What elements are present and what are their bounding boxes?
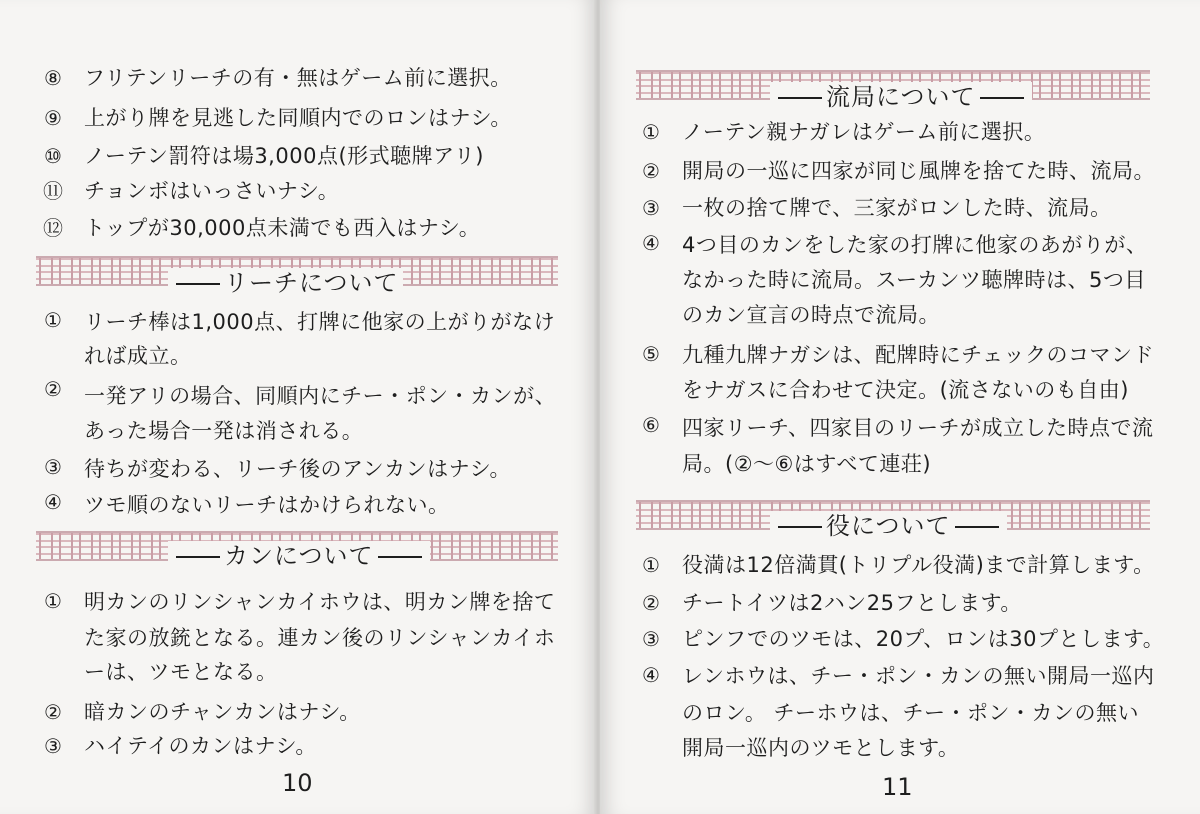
rule-line: なかった時に流局。スーカンツ聴牌時は、5つ目 [682, 268, 1146, 292]
item-number: ⑨ [44, 106, 62, 130]
rule-item: トップが30,000点未満でも西入はナシ。 [84, 216, 481, 240]
rule-line: のロン。 チーホウは、チー・ポン・カンの無い [682, 701, 1139, 725]
heading-text: 役について [826, 512, 951, 540]
item-number: ③ [642, 196, 660, 220]
rule-line: 局。(②〜⑥はすべて連荘) [682, 452, 932, 476]
item-number: ② [44, 700, 62, 724]
rule-line: ノーテン親ナガレはゲーム前に選択。 [682, 120, 1046, 144]
rule-line: あった場合一発は消される。 [84, 419, 364, 443]
rule-line: た家の放銃となる。連カン後のリンシャンカイホ [84, 626, 556, 650]
rule-line: 一枚の捨て牌で、三家がロンした時、流局。 [682, 196, 1112, 220]
rule-line: リーチ棒は1,000点、打牌に他家の上がりがなけ [84, 310, 556, 334]
rule-line: 4つ目のカンをした家の打牌に他家のあがりが、 [682, 233, 1148, 257]
rule-line: 九種九牌ナガシは、配牌時にチェックのコマンド [682, 343, 1154, 367]
item-number: ⑤ [642, 342, 660, 366]
rule-line: ーは、ツモとなる。 [84, 660, 278, 684]
rule-line: 待ちが変わる、リーチ後のアンカンはナシ。 [84, 457, 512, 481]
rule-line: レンホウは、チー・ポン・カンの無い開局一巡内 [682, 664, 1155, 688]
item-number: ④ [642, 231, 660, 255]
rule-line: れば成立。 [84, 344, 192, 368]
right-page [600, 0, 1200, 814]
item-number: ③ [44, 455, 62, 479]
page-number: 10 [282, 769, 313, 797]
item-number: ② [642, 591, 660, 615]
rule-line: ハイテイのカンはナシ。 [84, 734, 317, 758]
heading-text: リーチについて [224, 269, 399, 297]
rule-line: 開局の一巡に四家が同じ風牌を捨てた時、流局。 [682, 159, 1155, 183]
item-number: ① [642, 553, 660, 577]
heading-text: カンについて [224, 542, 374, 570]
item-number: ④ [44, 490, 62, 514]
item-number: ⑥ [642, 413, 660, 437]
rule-line: ツモ順のないリーチはかけられない。 [84, 493, 450, 517]
item-number: ② [44, 377, 62, 401]
left-page [0, 0, 596, 814]
rule-item: ノーテン罰符は場3,000点(形式聴牌アリ) [84, 144, 484, 168]
item-number: ③ [642, 627, 660, 651]
page-number: 11 [882, 773, 913, 801]
item-number: ③ [44, 734, 62, 758]
rule-line: のカン宣言の時点で流局。 [682, 303, 940, 327]
rule-item: フリテンリーチの有・無はゲーム前に選択。 [84, 66, 512, 90]
section-heading [770, 511, 1007, 541]
item-number: ① [44, 589, 62, 613]
item-number: ⑩ [44, 144, 62, 168]
item-number: ⑪ [43, 179, 63, 203]
rule-line: 四家リーチ、四家目のリーチが成立した時点で流 [682, 416, 1154, 440]
rule-line: 暗カンのチャンカンはナシ。 [84, 700, 361, 724]
item-number: ① [44, 308, 62, 332]
heading-text: 流局について [826, 83, 976, 111]
rule-item: 上がり牌を見逃した同順内でのロンはナシ。 [84, 106, 512, 130]
section-heading [168, 541, 430, 571]
section-heading [168, 268, 403, 298]
rule-line: 一発アリの場合、同順内にチー・ポン・カンが、 [84, 384, 557, 408]
item-number: ② [642, 159, 660, 183]
item-number: ⑫ [43, 216, 63, 240]
item-number: ④ [642, 663, 660, 687]
rule-line: チートイツは2ハン25フとします。 [682, 591, 1022, 615]
rule-line: 明カンのリンシャンカイホウは、明カン牌を捨て [84, 590, 556, 614]
rule-item: チョンボはいっさいナシ。 [84, 179, 340, 203]
rule-line: 役満は12倍満貫(トリプル役満)まで計算します。 [682, 553, 1155, 577]
section-heading [770, 82, 1032, 112]
rule-line: 開局一巡内のツモとします。 [682, 736, 960, 760]
item-number: ⑧ [44, 66, 62, 90]
rule-line: ピンフでのツモは、20プ、ロンは30プとします。 [682, 627, 1165, 651]
item-number: ① [642, 120, 660, 144]
rule-line: をナガスに合わせて決定。(流さないのも自由) [682, 378, 1129, 402]
